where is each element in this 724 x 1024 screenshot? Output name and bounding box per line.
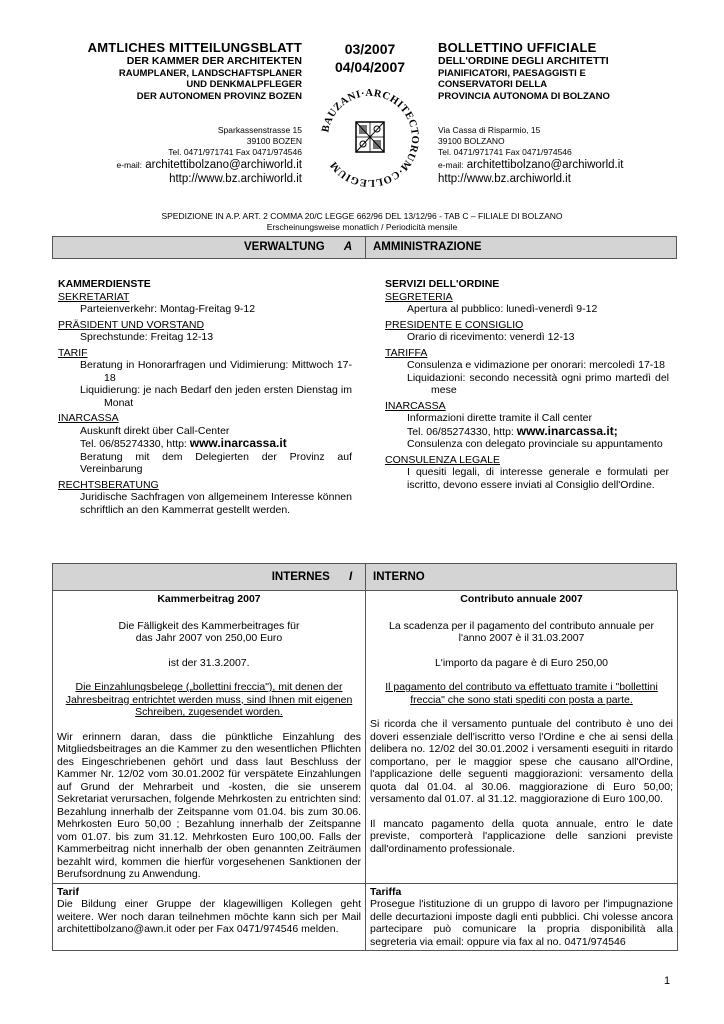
kammerbeitrag-title: Kammerbeitrag 2007 (157, 593, 261, 605)
contributo-payment-text: Il pagamento del contributo va effettuato tramite i "bollettini freccia" che sono stati spediti con posta a parte. (385, 681, 658, 706)
tarif-item: Liquidierung: je nach Bedarf den jeden ersten Dienstag im Monat (80, 384, 352, 409)
shipping-notice (52, 211, 672, 232)
tarif-text: Die Bildung einer Gruppe der klagewilligen Kollegen geht weitere. Wer noch daran teilnehmen möchte kann sich per Mail architettibolzano@awn.it oder per Fax 0471/974546 melden. (57, 898, 361, 935)
tarif-heading: TARIF (58, 346, 88, 359)
contributo-sanctions-text: Il mancato pagamento della quota annuale, entro le date previste, comporterà l'applicazione delle sanzioni previste dall'ordinamento professionale. (370, 817, 673, 855)
header-german (52, 40, 302, 102)
header-italian (438, 40, 688, 102)
tariffa-heading: TARIFFA (385, 346, 428, 359)
column-german (58, 278, 352, 516)
address-italian (438, 125, 688, 186)
header-subtitle-de-3: UND DENKMALPFLEGER (186, 79, 302, 90)
web-link-it[interactable]: http://www.bz.archiworld.it (438, 173, 571, 185)
header-subtitle-it-4: PROVINCIA AUTONOMA DI BOLZANO (438, 90, 610, 102)
header-subtitle-de-2: RAUMPLANER, LANDSCHAFTSPLANER (118, 67, 302, 79)
email-link-it[interactable]: architettibolzano@archiworld.it (466, 159, 624, 171)
coat-of-arms-icon (356, 122, 384, 152)
issue-info (318, 40, 422, 76)
section-bar-internal (52, 563, 677, 591)
section-letter: A (343, 241, 353, 253)
servizi-heading: SERVIZI DELL'ORDINE (385, 278, 500, 290)
consultation-hours-text: Sprechstunde: Freitag 12-13 (80, 331, 214, 343)
header-subtitle-de-1: DER KAMMER DER ARCHITEKTEN (126, 55, 302, 67)
header-title-it: BOLLETTINO UFFICIALE (438, 40, 597, 55)
tariffa-item: Consulenza e vidimazione per onorari: mercoledì 17-18 (407, 359, 665, 371)
office-hours-text: Apertura al pubblico: lunedì-venerdì 9-12 (407, 303, 598, 315)
section-label-it: INTERNO (373, 571, 425, 583)
kammerbeitrag-date-text: ist der 31.3.2007. (168, 656, 250, 669)
internes-cell (53, 591, 366, 884)
shipping-line: SPEDIZIONE IN A.P. ART. 2 COMMA 20/C LEGGE 662/96 DEL 13/12/96 - TAB C – FILIALE DI BOLZANO (161, 211, 563, 221)
inarcassa-contact (58, 437, 352, 451)
contributo-reminder-text: Si ricorda che il versamento puntuale del contributo è uno dei doveri essenziale dell'iscritto verso l'Ordine e che ai sensi della delibera no. 12/02 del 30.01.2002 i versamenti eseguiti in ritardo comportano, per le maggior spese che causano all'Ordine, l'applicazione delle seguenti maggiorazioni: versamento della quota dal 01.04. al 30.06. maggiorazione di Euro 50,00; versamento dal 01.07. al 31.12. maggiorazione di Euro 100,00. (370, 718, 673, 805)
rechtsberatung-heading: RECHTSBERATUNG (58, 478, 159, 491)
seal-logo (318, 86, 422, 190)
header-subtitle-it-1: DELL'ORDINE DEGLI ARCHITETTI (438, 55, 609, 67)
sekretariat-heading: SEKRETARIAT (58, 290, 130, 303)
office-hours-text: Parteienverkehr: Montag-Freitag 9-12 (80, 303, 256, 315)
tariffa-text: Prosegue l'istituzione di un gruppo di lavoro per l'impugnazione delle decurtazioni imposte dagli enti pubblici. Chi volesse ancora partecipare può comunicare la propria disponibilità alla segreteria via email: oppure via fax al no. 0471/974546 (370, 898, 673, 948)
email-label-de: e-mail: (116, 160, 143, 170)
street-it: Via Cassa di Risparmio, 15 (438, 125, 541, 135)
praesident-heading: PRÄSIDENT UND VORSTAND (58, 318, 205, 331)
inarcassa-tel: Tel. 06/85274330, http: (80, 438, 187, 450)
street-de: Sparkassenstrasse 15 (217, 125, 302, 135)
inarcassa-contact (385, 425, 669, 439)
inarcassa-text: Beratung mit dem Delegierten der Provinz auf Vereinbarung (80, 450, 352, 475)
frequency-line: Erscheinungsweise monatlich / Periodicità mensile (266, 221, 458, 232)
header-subtitle-it-3: CONSERVATORI DELLA (438, 79, 548, 90)
rechtsberatung-text: Juridische Sachfragen von allgemeinem Interesse können schriftlich an den Kammerrat gestellt werden. (80, 491, 352, 516)
inarcassa-tel: Tel. 06/85274330, http: (407, 425, 514, 438)
consulenza-text: I quesiti legali, di interesse generale e formulati per iscritto, devono essere inviati al Consiglio dell'Ordine. (407, 466, 669, 491)
section-divider (365, 237, 366, 258)
section-label-de (53, 237, 365, 258)
web-link-de[interactable]: http://www.bz.archiworld.it (169, 173, 302, 185)
tarif-item: Beratung in Honorarfragen und Vidimierung: Mittwoch 17-18 (80, 359, 352, 384)
city-it: 39100 BOLZANO (438, 136, 505, 146)
inarcassa-text: Auskunft direkt über Call-Center (80, 424, 230, 437)
tariffa-title: Tariffa (370, 885, 402, 898)
inarcassa-link[interactable]: www.inarcassa.it; (516, 423, 618, 438)
header-subtitle-de-4: DER AUTONOMEN PROVINZ BOZEN (136, 90, 302, 102)
address-german (52, 125, 302, 186)
header-title-de: AMTLICHES MITTEILUNGSBLATT (87, 40, 302, 55)
consultation-hours-text: Orario di ricevimento: venerdì 12-13 (407, 331, 575, 343)
section-letter: I (349, 571, 353, 583)
inarcassa-text: Informazioni dirette tramite il Call center (407, 412, 592, 424)
kammerbeitrag-reminder-text: Wir erinnern daran, dass die pünktliche Einzahlung des Mitgliedsbeitrages an die Kammer zu den wesentlichen Pflichten des Eingeschriebenen gehört und dass laut Beschluss der Kammer Nr. 12/02 vom 30.01.2002 für verspätete Einzahlungen auf Grund der Mehrarbeit und -kosten, die sie unserem Sekretariat verursachen, folgende Mehrkosten zu entrichten sind: Bezahlung innerhalb der Zeitspanne vom 01.04. bis zum 30.06. Mehrkosten Euro 50,00 ; Bezahlung innerhalb der Zeitspanne vom 01.07. bis zum 31.12. Mehrkosten Euro 100,00. Falls der Kammerbeitrag nicht innerhalb der oben genannten Zeiträumen bezahlt wird, kommen die hierfür vorgesehenen Sanktionen der Berufsordnung zu Anwendung. (57, 730, 361, 880)
contributo-due-text: La scadenza per il pagamento del contributo annuale per l'anno 2007 è il 31.03.2007 (388, 619, 655, 644)
seal-text: BAUZANI·ARCHITECTORUM·COLLEGIUM (320, 87, 421, 189)
kammerdienste-heading: KAMMERDIENSTE (58, 278, 151, 290)
section-label-it: AMMINISTRAZIONE (373, 241, 482, 253)
page-number: 1 (664, 975, 671, 987)
column-italian (385, 278, 669, 491)
kammerbeitrag-due-text: Die Fälligkeit des Kammerbeitrages für das Jahr 2007 von 250,00 Euro (118, 619, 300, 644)
section-label-de-text: INTERNES (271, 571, 330, 583)
inarcassa-link[interactable]: www.inarcassa.it (189, 436, 287, 450)
issue-date: 04/04/2007 (334, 59, 406, 75)
city-de: 39100 BOZEN (246, 136, 302, 146)
header-subtitle-it-2: PIANIFICATORI, PAESAGGISTI E (438, 67, 586, 79)
contributo-amount-text: L'importo da pagare è di Euro 250,00 (434, 656, 609, 669)
phone-it: Tel. 0471/971741 Fax 0471/974546 (438, 147, 572, 157)
table-row (53, 883, 678, 951)
section-bar-administration (52, 236, 677, 259)
issue-number: 03/2007 (344, 41, 396, 57)
kammerbeitrag-payment-text: Die Einzahlungsbelege („bollettini freccia"), mit denen der Jahresbeitrag entrichtet werden muss, sind Ihnen mit eigenen Schreiben, zugesendet worden. (65, 681, 353, 718)
phone-de: Tel. 0471/971741 Fax 0471/974546 (168, 147, 302, 157)
section-divider (365, 564, 366, 590)
inarcassa-text: Consulenza con delegato provinciale su appuntamento (407, 438, 663, 450)
consulenza-heading: CONSULENZA LEGALE (385, 453, 500, 466)
section-label-de-text: VERWALTUNG (244, 241, 325, 253)
inarcassa-heading: INARCASSA (385, 399, 446, 412)
tarif-cell (53, 883, 366, 951)
presidente-heading: PRESIDENTE E CONSIGLIO (385, 318, 524, 331)
contributo-title: Contributo annuale 2007 (460, 593, 583, 605)
tarif-title: Tarif (57, 885, 79, 898)
tariffa-item: Liquidazioni: secondo necessità ogni primo martedì del mese (407, 371, 669, 396)
table-row (53, 591, 678, 884)
tariffa-cell (366, 883, 678, 951)
segreteria-heading: SEGRETERIA (385, 290, 453, 303)
email-label-it: e-mail: (438, 160, 464, 170)
inarcassa-heading: INARCASSA (58, 412, 119, 424)
interno-cell (366, 591, 678, 884)
email-link-de[interactable]: architettibolzano@archiworld.it (145, 159, 302, 171)
section-label-de (53, 564, 365, 590)
internal-table (52, 590, 678, 951)
